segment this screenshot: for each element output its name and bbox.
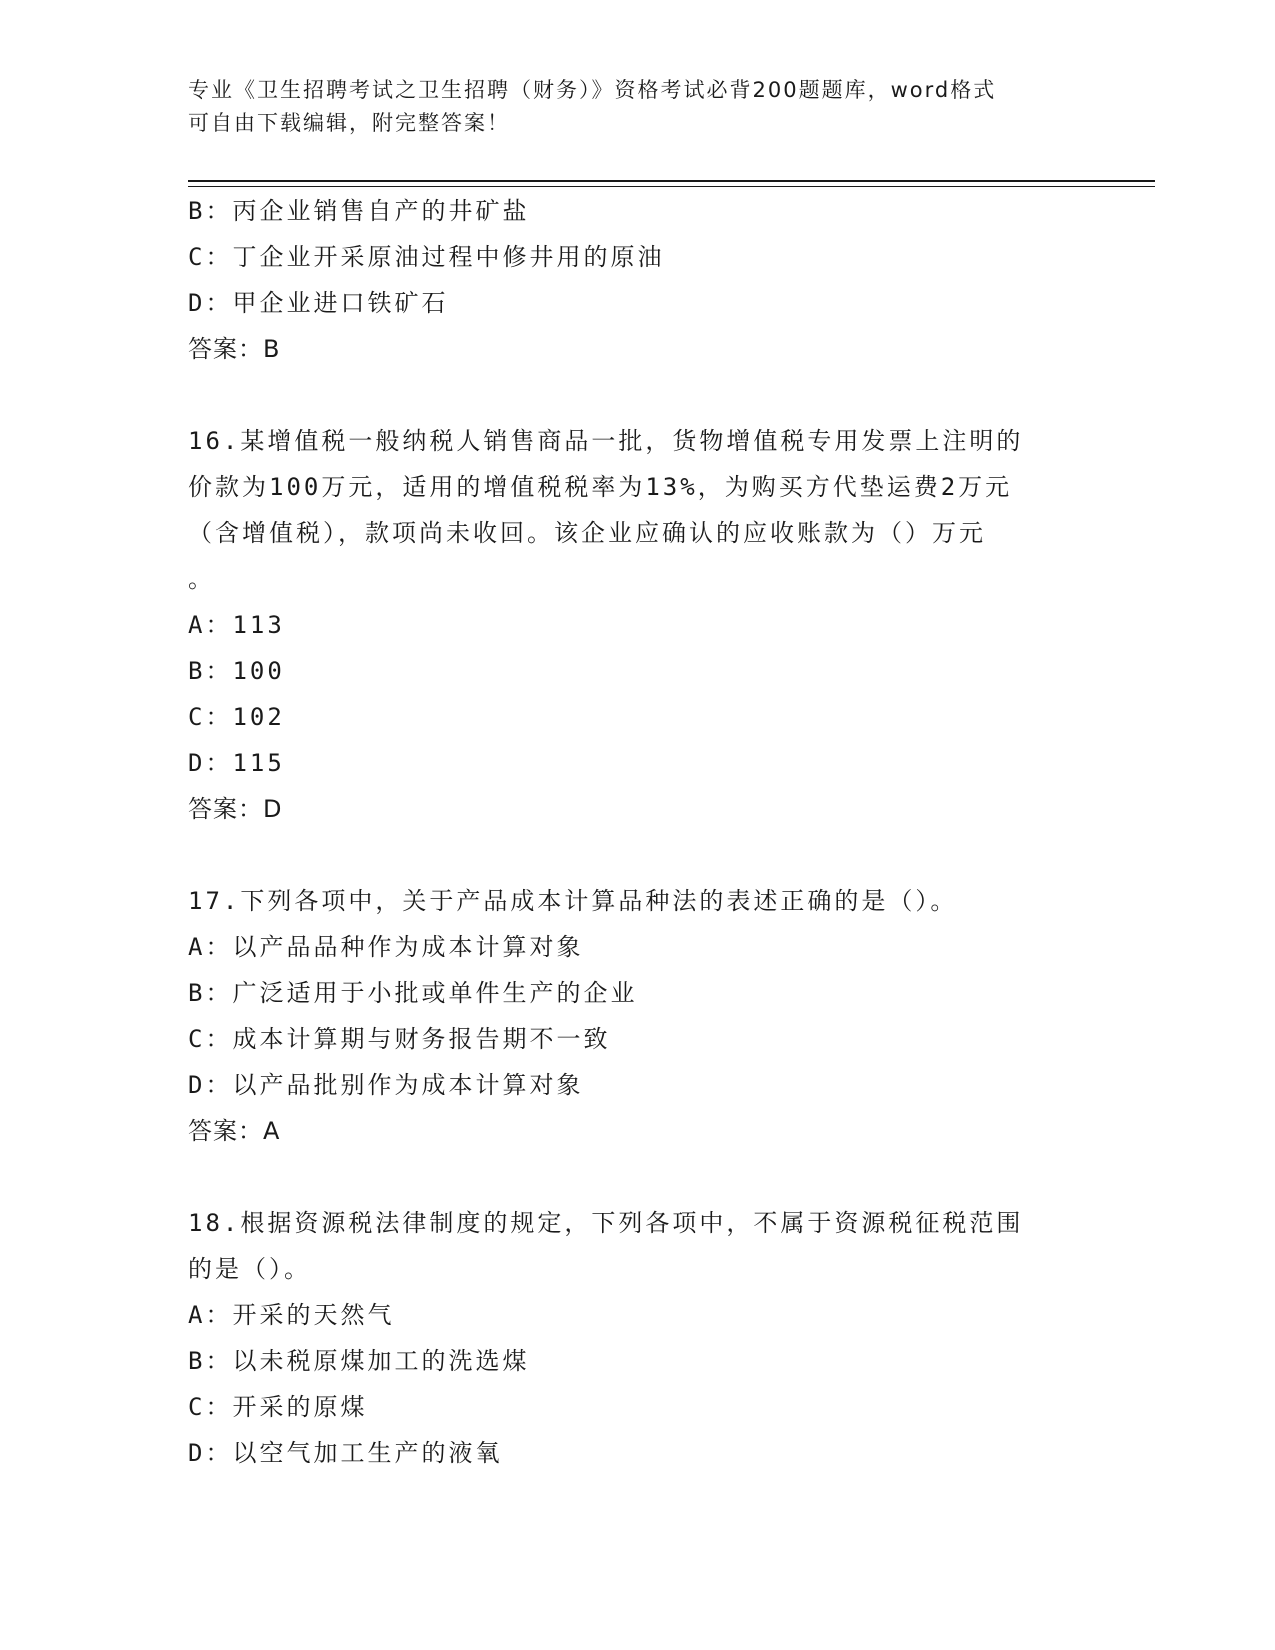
option-b: B：丙企业销售自产的井矿盐 [188,197,530,225]
question-stem: 16.某增值税一般纳税人销售商品一批，货物增值税专用发票上注明的 [188,427,1024,455]
option-d: D：以产品批别作为成本计算对象 [188,1071,584,1099]
answer: 答案：D [188,795,283,823]
option-b: B：以未税原煤加工的洗选煤 [188,1347,530,1375]
question-stem: （含增值税），款项尚未收回。该企业应确认的应收账款为（）万元 [188,519,986,547]
option-d: D：115 [188,749,285,777]
header-title-line-2: 可自由下载编辑，附完整答案！ [188,111,510,135]
option-d: D：以空气加工生产的液氧 [188,1439,503,1467]
question-stem: 18.根据资源税法律制度的规定，下列各项中，不属于资源税征税范围 [188,1209,1024,1237]
option-a: A：以产品品种作为成本计算对象 [188,933,584,961]
question-list [188,188,1088,1476]
header-title-line-1: 专业《卫生招聘考试之卫生招聘（财务）》资格考试必背200题题库，word格式 [188,78,997,102]
question-stem: 。 [188,565,215,593]
option-c: C：102 [188,703,285,731]
option-b: B：100 [188,657,285,685]
option-c: C：成本计算期与财务报告期不一致 [188,1025,611,1053]
option-b: B：广泛适用于小批或单件生产的企业 [188,979,638,1007]
option-d: D：甲企业进口铁矿石 [188,289,449,317]
answer: 答案：B [188,335,281,363]
option-c: C：开采的原煤 [188,1393,368,1421]
header-divider-thin [188,186,1155,187]
question-18 [188,1200,1088,1476]
question-15 [188,188,1088,372]
option-a: A：开采的天然气 [188,1301,395,1329]
answer: 答案：A [188,1117,281,1145]
question-stem: 的是（）。 [188,1255,311,1283]
question-spacer [188,832,1088,878]
question-spacer [188,372,1088,418]
option-a: A：113 [188,611,285,639]
document-header [188,74,1088,140]
option-c: C：丁企业开采原油过程中修井用的原油 [188,243,665,271]
question-17 [188,878,1088,1154]
question-16 [188,418,1088,832]
header-divider-thick [188,180,1155,182]
question-spacer [188,1154,1088,1200]
question-stem: 17.下列各项中，关于产品成本计算品种法的表述正确的是（）。 [188,887,958,915]
question-stem: 价款为100万元，适用的增值税税率为13%，为购买方代垫运费2万元 [188,473,1013,501]
